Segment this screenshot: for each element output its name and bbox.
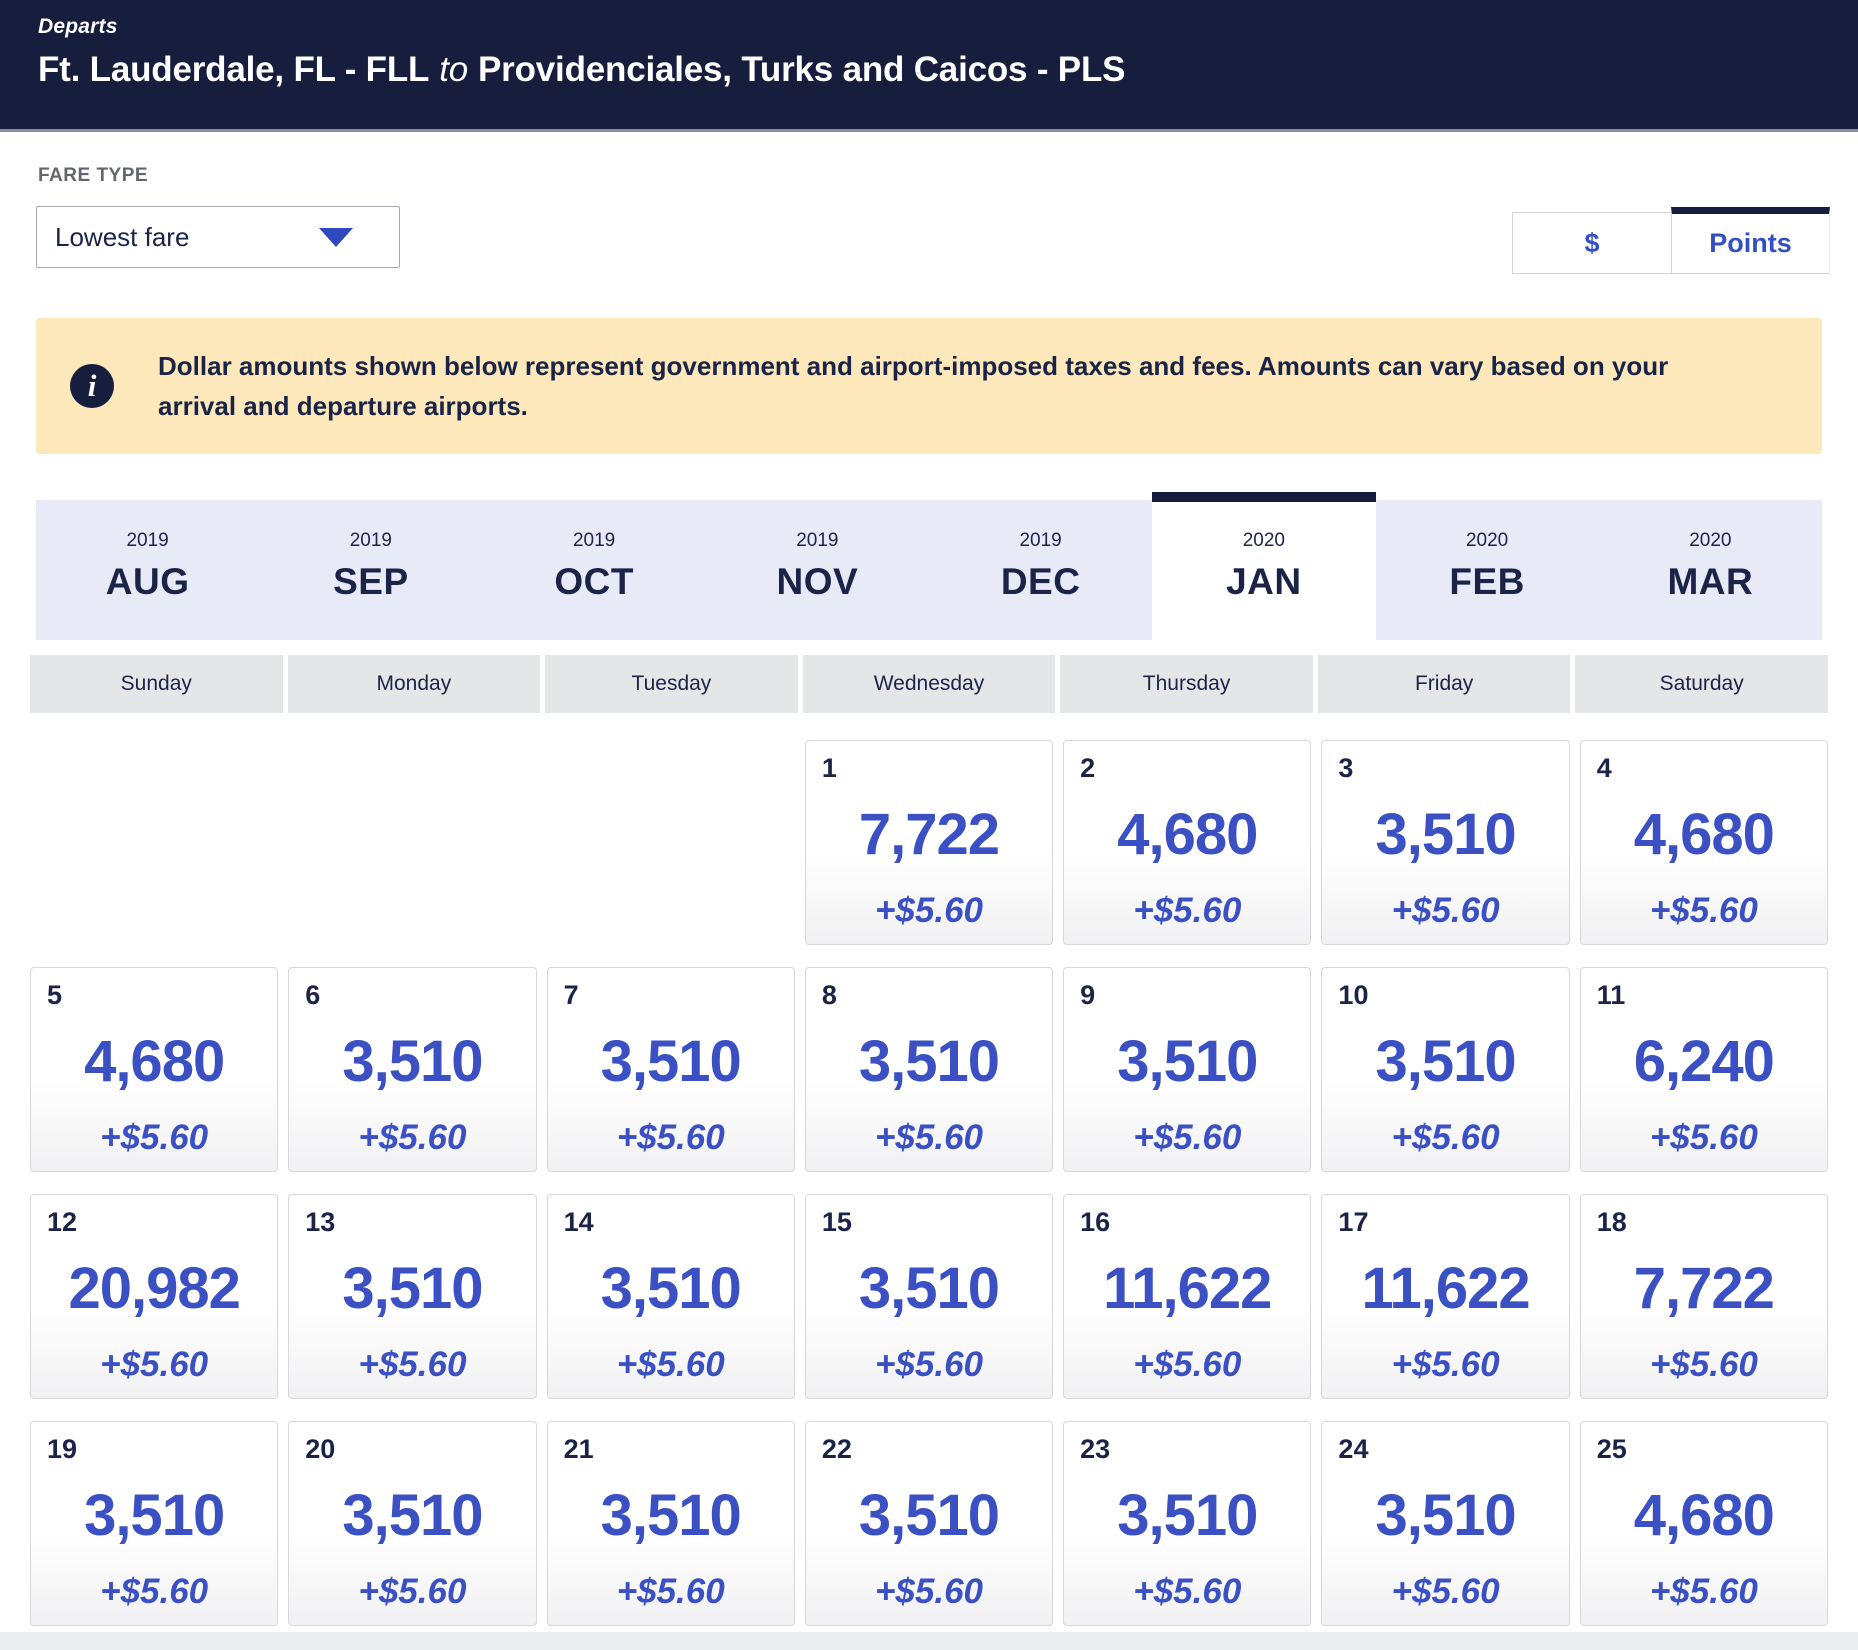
taxes-fees-amount: +$5.60 [1649,891,1758,930]
taxes-fees-amount: +$5.60 [1133,1345,1242,1384]
tab-month-label: MAR [1667,561,1754,602]
dollar-toggle-button[interactable]: $ [1512,212,1671,274]
day-number: 13 [305,1207,336,1237]
day-number: 8 [821,980,837,1010]
day-cell-10[interactable] [1321,967,1569,1172]
points-fare-value: 3,510 [1375,1483,1516,1548]
day-number: 17 [1338,1207,1369,1237]
day-number: 25 [1596,1434,1627,1464]
day-cell-9[interactable] [1063,967,1311,1172]
day-cell-18[interactable] [1580,1194,1828,1399]
day-number: 4 [1596,753,1612,783]
departs-label: Departs [38,15,118,38]
points-fare-value: 4,680 [1633,802,1774,867]
points-fare-value: 11,622 [1103,1256,1272,1321]
route-to-word: to [439,50,469,89]
chevron-down-icon [319,228,353,247]
route-title [38,50,1858,90]
tab-year-label: 2019 [572,530,616,551]
tab-year-label: 2020 [1465,530,1509,551]
taxes-fees-amount: +$5.60 [1649,1572,1758,1611]
day-number: 14 [563,1207,594,1237]
fare-type-dropdown[interactable] [36,206,400,268]
weekday-header-row [30,655,1828,713]
weekday-sunday: Sunday [30,655,283,713]
route-header [0,0,1858,132]
points-fare-value: 11,622 [1361,1256,1530,1321]
tab-month-label: JAN [1226,561,1302,602]
points-fare-value: 4,680 [1633,1483,1774,1548]
weekday-saturday: Saturday [1575,655,1828,713]
weekday-tuesday: Tuesday [545,655,798,713]
taxes-fees-amount: +$5.60 [616,1345,725,1384]
day-number: 3 [1338,753,1354,783]
day-number: 2 [1080,753,1096,783]
tab-aug-2019[interactable] [36,500,259,640]
points-fare-value: 3,510 [1375,1029,1516,1094]
taxes-fees-amount: +$5.60 [874,1118,983,1157]
points-fare-value: 3,510 [84,1483,225,1548]
taxes-fees-amount: +$5.60 [874,1345,983,1384]
taxes-fees-amount: +$5.60 [1391,891,1500,930]
tab-sep-2019[interactable] [259,500,482,640]
taxes-fees-amount: +$5.60 [616,1572,725,1611]
taxes-fees-amount: +$5.60 [1391,1345,1500,1384]
tab-month-label: OCT [554,561,634,602]
tab-oct-2019[interactable] [483,500,706,640]
taxes-fees-amount: +$5.60 [1133,1572,1242,1611]
route-origin: Ft. Lauderdale, FL - FLL [38,50,430,89]
day-number: 11 [1596,980,1626,1010]
points-fare-value: 3,510 [858,1483,1000,1548]
tab-month-label: AUG [105,561,190,602]
day-cell-6[interactable] [288,967,536,1172]
tab-mar-2020[interactable] [1599,500,1822,640]
tab-nov-2019[interactable] [706,500,929,640]
empty-day-cell [288,740,536,945]
fare-type-selected-value: Lowest fare [55,221,190,252]
tab-year-label: 2020 [1689,530,1732,551]
points-fare-value: 3,510 [858,1256,1000,1321]
next-row-cutoff-band [0,1632,1858,1650]
day-number: 22 [821,1434,852,1464]
day-cell-19[interactable] [30,1421,278,1626]
day-cell-15[interactable] [805,1194,1053,1399]
points-fare-value: 3,510 [342,1029,483,1094]
day-number: 12 [47,1207,78,1237]
taxes-fees-amount: +$5.60 [100,1345,209,1384]
day-cell-23[interactable] [1063,1421,1311,1626]
day-cell-22[interactable] [805,1421,1053,1626]
points-fare-value: 3,510 [1117,1483,1258,1548]
day-cell-12[interactable] [30,1194,278,1399]
day-number: 21 [563,1434,594,1464]
taxes-fees-amount: +$5.60 [1649,1345,1758,1384]
day-number: 19 [47,1434,78,1464]
day-cell-3[interactable] [1321,740,1569,945]
tab-month-label: DEC [1000,561,1081,602]
day-cell-16[interactable] [1063,1194,1311,1399]
route-destination: Providenciales, Turks and Caicos - PLS [478,50,1126,89]
day-number: 7 [563,980,579,1010]
day-cell-21[interactable] [547,1421,795,1626]
day-cell-11[interactable] [1580,967,1828,1172]
day-number: 5 [47,980,63,1010]
day-cell-25[interactable] [1580,1421,1828,1626]
day-number: 24 [1338,1434,1369,1464]
points-toggle-button[interactable]: Points [1671,207,1830,274]
day-number: 20 [305,1434,336,1464]
points-fare-value: 3,510 [600,1483,741,1548]
day-cell-13[interactable] [288,1194,536,1399]
points-fare-value: 4,680 [1117,802,1258,867]
taxes-fees-amount: +$5.60 [358,1118,467,1157]
tab-month-label: FEB [1449,561,1525,602]
points-fare-value: 3,510 [600,1256,741,1321]
weekday-wednesday: Wednesday [803,655,1056,713]
tab-year-label: 2019 [349,530,393,551]
day-cell-4[interactable] [1580,740,1828,945]
taxes-fees-amount: +$5.60 [1133,1118,1242,1157]
points-fare-value: 7,722 [858,802,1000,867]
day-cell-24[interactable] [1321,1421,1569,1626]
taxes-fees-amount: +$5.60 [616,1118,725,1157]
taxes-fees-amount: +$5.60 [1391,1118,1500,1157]
points-fare-value: 20,982 [68,1256,240,1321]
tab-year-label: 2019 [126,530,169,551]
tab-year-label: 2019 [1019,530,1062,551]
day-number: 16 [1080,1207,1111,1237]
weekday-thursday: Thursday [1060,655,1313,713]
day-cell-2[interactable] [1063,740,1311,945]
empty-day-cell [547,740,795,945]
points-fare-value: 3,510 [858,1029,1000,1094]
day-number: 18 [1596,1207,1627,1237]
points-fare-value: 3,510 [342,1256,483,1321]
tab-month-label: SEP [333,561,409,602]
fare-type-label: FARE TYPE [38,165,149,186]
day-number: 9 [1080,980,1096,1010]
day-cell-5[interactable] [30,967,278,1172]
month-tabs [36,500,1822,640]
empty-day-cell [30,740,278,945]
taxes-fees-amount: +$5.60 [1391,1572,1500,1611]
tab-year-label: 2019 [796,530,839,551]
taxes-fees-amount: +$5.60 [874,1572,983,1611]
day-cell-14[interactable] [547,1194,795,1399]
day-cell-1[interactable] [805,740,1053,945]
tab-month-label: NOV [776,561,859,602]
taxes-fees-amount: +$5.60 [100,1118,209,1157]
points-fare-value: 3,510 [342,1483,483,1548]
tab-feb-2020[interactable] [1376,500,1599,640]
points-fare-value: 6,240 [1633,1029,1774,1094]
taxes-fees-amount: +$5.60 [358,1572,467,1611]
day-cell-17[interactable] [1321,1194,1569,1399]
weekday-friday: Friday [1318,655,1571,713]
taxes-fees-amount: +$5.60 [1649,1118,1758,1157]
day-cell-20[interactable] [288,1421,536,1626]
points-fare-value: 4,680 [84,1029,225,1094]
tab-year-label: 2020 [1242,530,1286,551]
info-icon: i [70,364,114,408]
day-number: 15 [821,1207,852,1237]
points-fare-value: 3,510 [600,1029,741,1094]
taxes-fees-amount: +$5.60 [1133,891,1242,930]
day-number: 6 [305,980,321,1010]
tab-jan-2020[interactable] [1152,500,1375,640]
day-number: 10 [1338,980,1369,1010]
day-cell-8[interactable] [805,967,1053,1172]
taxes-fees-amount: +$5.60 [358,1345,467,1384]
day-number: 1 [821,753,837,783]
taxes-fees-amount: +$5.60 [100,1572,209,1611]
points-fare-value: 3,510 [1117,1029,1258,1094]
taxes-fees-amount: +$5.60 [874,891,983,930]
day-number: 23 [1080,1434,1111,1464]
info-banner [36,318,1822,454]
weekday-monday: Monday [288,655,541,713]
fare-calendar-grid [30,740,1828,1626]
tab-dec-2019[interactable] [929,500,1152,640]
info-banner-text: Dollar amounts shown below represent government and airport-imposed taxes and fees. Amounts can vary based on your arrival and departure airports. [158,351,1669,421]
day-cell-7[interactable] [547,967,795,1172]
currency-toggle [1512,207,1830,274]
points-fare-value: 3,510 [1375,802,1516,867]
points-fare-value: 7,722 [1633,1256,1774,1321]
